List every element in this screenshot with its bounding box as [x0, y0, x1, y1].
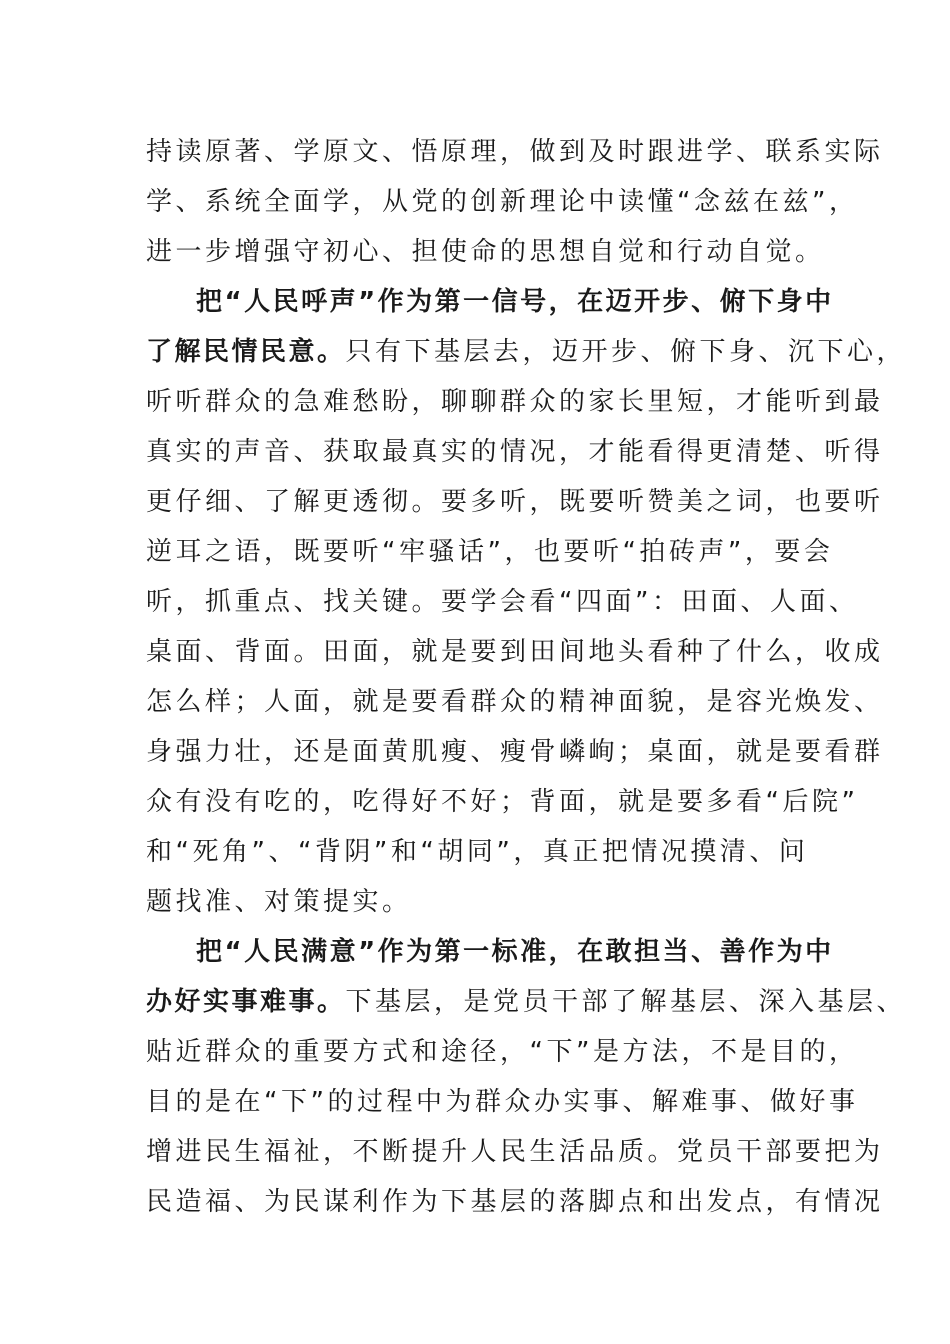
- text-line: [146, 477, 884, 527]
- line-text: 身强力壮，还是面黄肌瘦、瘦骨嶙峋；桌面，就是要看群: [146, 737, 884, 767]
- line-text: 目的是在“下”的过程中为群众办实事、解难事、做好事: [146, 1087, 859, 1117]
- line-text: 题找准、对策提实。: [146, 887, 412, 917]
- line-text: 听，抓重点、找关键。要学会看“四面”：田面、人面、: [146, 587, 859, 617]
- section-heading: 把“人民呼声”作为第一信号，在迈开步、俯下身中: [196, 287, 834, 317]
- text-line: [146, 877, 836, 927]
- text-line: [146, 1027, 859, 1077]
- section-heading: 了解民情民意。: [146, 337, 346, 367]
- text-line: [146, 1127, 884, 1177]
- line-text: 怎么样；人面，就是要看群众的精神面貌，是容光焕发、: [146, 687, 884, 717]
- line-text: 真实的声音、获取最真实的情况，才能看得更清楚、听得: [146, 437, 884, 467]
- line-text: 增进民生福祉，不断提升人民生活品质。党员干部要把为: [146, 1137, 884, 1167]
- text-line: [146, 327, 907, 377]
- text-line: [146, 727, 884, 777]
- line-text: 学、系统全面学，从党的创新理论中读懂“念兹在兹”，: [146, 187, 859, 217]
- text-line: [146, 977, 907, 1027]
- text-line: [146, 827, 836, 877]
- text-line: [146, 177, 859, 227]
- text-line: [146, 677, 884, 727]
- text-line: [146, 577, 859, 627]
- line-text: 和“死角”、“背阴”和“胡同”，真正把情况摸清、问: [146, 837, 809, 867]
- line-text: 贴近群众的重要方式和途径，“下”是方法，不是目的，: [146, 1037, 859, 1067]
- section-heading: 把“人民满意”作为第一标准，在敢担当、善作为中: [196, 937, 834, 967]
- section-heading: 办好实事难事。: [146, 987, 346, 1017]
- section-heading-line: [196, 927, 886, 977]
- line-text: 桌面、背面。田面，就是要到田间地头看种了什么，收成: [146, 637, 884, 667]
- text-line: [146, 527, 836, 577]
- text-line: [146, 777, 859, 827]
- line-text: 持读原著、学原文、悟原理，做到及时跟进学、联系实际: [146, 137, 884, 167]
- text-line: [146, 227, 836, 277]
- line-text: 逆耳之语，既要听“牢骚话”，也要听“拍砖声”，要会: [146, 537, 834, 567]
- text-line: [146, 1077, 859, 1127]
- section-heading-line: [196, 277, 886, 327]
- text-line: [146, 427, 884, 477]
- text-line: [146, 627, 884, 677]
- text-line: [146, 127, 884, 177]
- text-line: [146, 1177, 884, 1227]
- line-text: 众有没有吃的，吃得好不好；背面，就是要多看“后院”: [146, 787, 859, 817]
- line-text: 更仔细、了解更透彻。要多听，既要听赞美之词，也要听: [146, 487, 884, 517]
- line-text: 进一步增强守初心、担使命的思想自觉和行动自觉。: [146, 237, 825, 267]
- text-line: [146, 377, 884, 427]
- line-text: 下基层，是党员干部了解基层、深入基层、: [345, 987, 907, 1017]
- line-text: 民造福、为民谋利作为下基层的落脚点和出发点，有情况: [146, 1187, 884, 1217]
- line-text: 只有下基层去，迈开步、俯下身、沉下心，: [345, 337, 907, 367]
- line-text: 听听群众的急难愁盼，聊聊群众的家长里短，才能听到最: [146, 387, 884, 417]
